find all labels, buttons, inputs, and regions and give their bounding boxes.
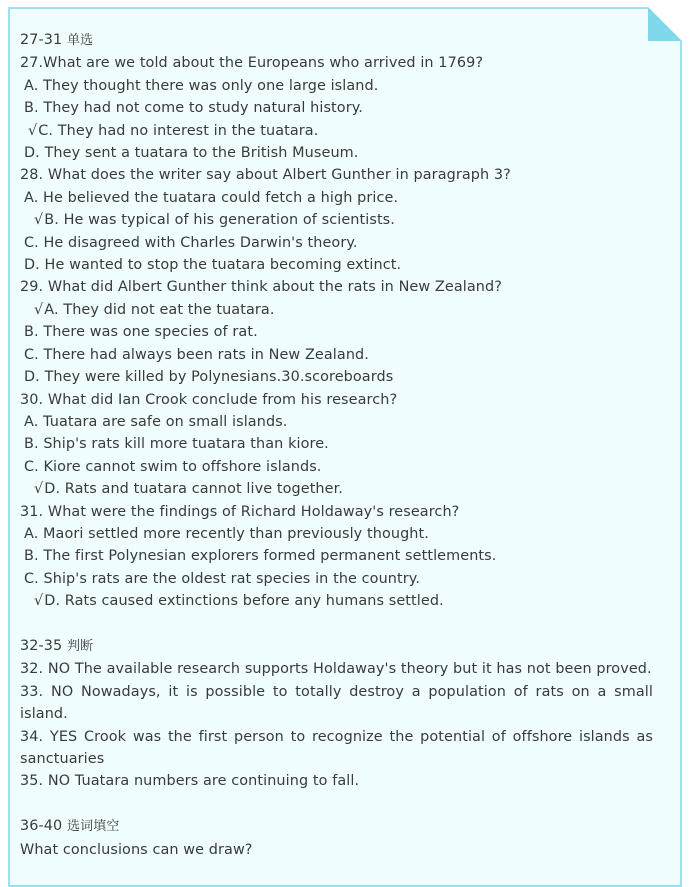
checkmark-icon: √ xyxy=(34,301,44,318)
spacer xyxy=(20,613,653,635)
option: A. Tuatara are safe on small islands. xyxy=(24,413,288,430)
option: D. They were killed by Polynesians.30.scoreboards xyxy=(24,369,394,386)
checkmark-icon: √ xyxy=(28,122,38,139)
section-heading-multiple-choice xyxy=(20,29,653,52)
question-30 xyxy=(20,389,653,501)
option: C. Kiore cannot swim to offshore islands. xyxy=(24,458,322,475)
spacer xyxy=(20,793,653,815)
section-type-label: 单选 xyxy=(67,33,94,48)
question-text: 30. What did Ian Crook conclude from his research? xyxy=(20,391,398,408)
option-correct: √D. Rats and tuatara cannot live together. xyxy=(34,481,343,498)
option: A. He believed the tuatara could fetch a high price. xyxy=(24,189,399,206)
option: C. Ship's rats are the oldest rat species in the country. xyxy=(24,570,421,587)
option: C. There had always been rats in New Zealand. xyxy=(24,346,369,363)
option: B. There was one species of rat. xyxy=(24,324,258,341)
question-text: 29. What did Albert Gunther think about the rats in New Zealand? xyxy=(20,279,502,296)
option: B. The first Polynesian explorers formed permanent settlements. xyxy=(24,548,497,565)
option: B. Ship's rats kill more tuatara than kiore. xyxy=(24,436,329,453)
answer-item: 35. NO Tuatara numbers are continuing to fall. xyxy=(20,773,360,790)
section-type-label: 选词填空 xyxy=(67,819,120,835)
section-number-range: 32-35 xyxy=(20,637,63,654)
option: D. They sent a tuatara to the British Museum. xyxy=(24,145,359,162)
question-27 xyxy=(20,52,653,164)
option-correct: √B. He was typical of his generation of scientists. xyxy=(34,212,395,229)
question-31 xyxy=(20,501,653,613)
section-type-label: 判断 xyxy=(67,638,94,654)
answer-item: 33. NO Nowadays, it is possible to totally destroy a population of rats on a small island. xyxy=(20,683,653,723)
section-number-range: 36-40 xyxy=(20,818,63,835)
option: A. Maori settled more recently than previously thought. xyxy=(24,525,429,542)
option: A. They thought there was only one large island. xyxy=(24,77,379,94)
question-29 xyxy=(20,276,653,388)
option: C. He disagreed with Charles Darwin's theory. xyxy=(24,234,358,251)
option-correct: √C. They had no interest in the tuatara. xyxy=(28,122,319,139)
answer-item: 32. NO The available research supports Holdaway's theory but it has not been proved. xyxy=(20,661,652,678)
checkmark-icon: √ xyxy=(34,212,44,229)
option-correct: √D. Rats caused extinctions before any humans settled. xyxy=(34,593,444,610)
question-28 xyxy=(20,164,653,276)
option: D. He wanted to stop the tuatara becoming extinct. xyxy=(24,257,402,274)
page-corner-fold xyxy=(648,7,682,41)
checkmark-icon: √ xyxy=(34,481,44,498)
section-prompt: What conclusions can we draw? xyxy=(20,841,253,858)
answer-item: 34. YES Crook was the first person to recognize the potential of offshore islands as sanctuaries xyxy=(20,728,653,767)
option: B. They had not come to study natural history. xyxy=(24,100,363,117)
answer-content xyxy=(20,29,653,861)
question-text: 28. What does the writer say about Albert Gunther in paragraph 3? xyxy=(20,167,511,184)
section-heading-true-false xyxy=(20,635,653,658)
question-text: 27.What are we told about the Europeans who arrived in 1769? xyxy=(20,55,484,72)
question-text: 31. What were the findings of Richard Holdaway's research? xyxy=(20,503,460,520)
option-correct: √A. They did not eat the tuatara. xyxy=(34,301,275,318)
section-heading-word-fill xyxy=(20,815,653,838)
section-number-range: 27-31 xyxy=(20,32,63,48)
checkmark-icon: √ xyxy=(34,593,44,610)
